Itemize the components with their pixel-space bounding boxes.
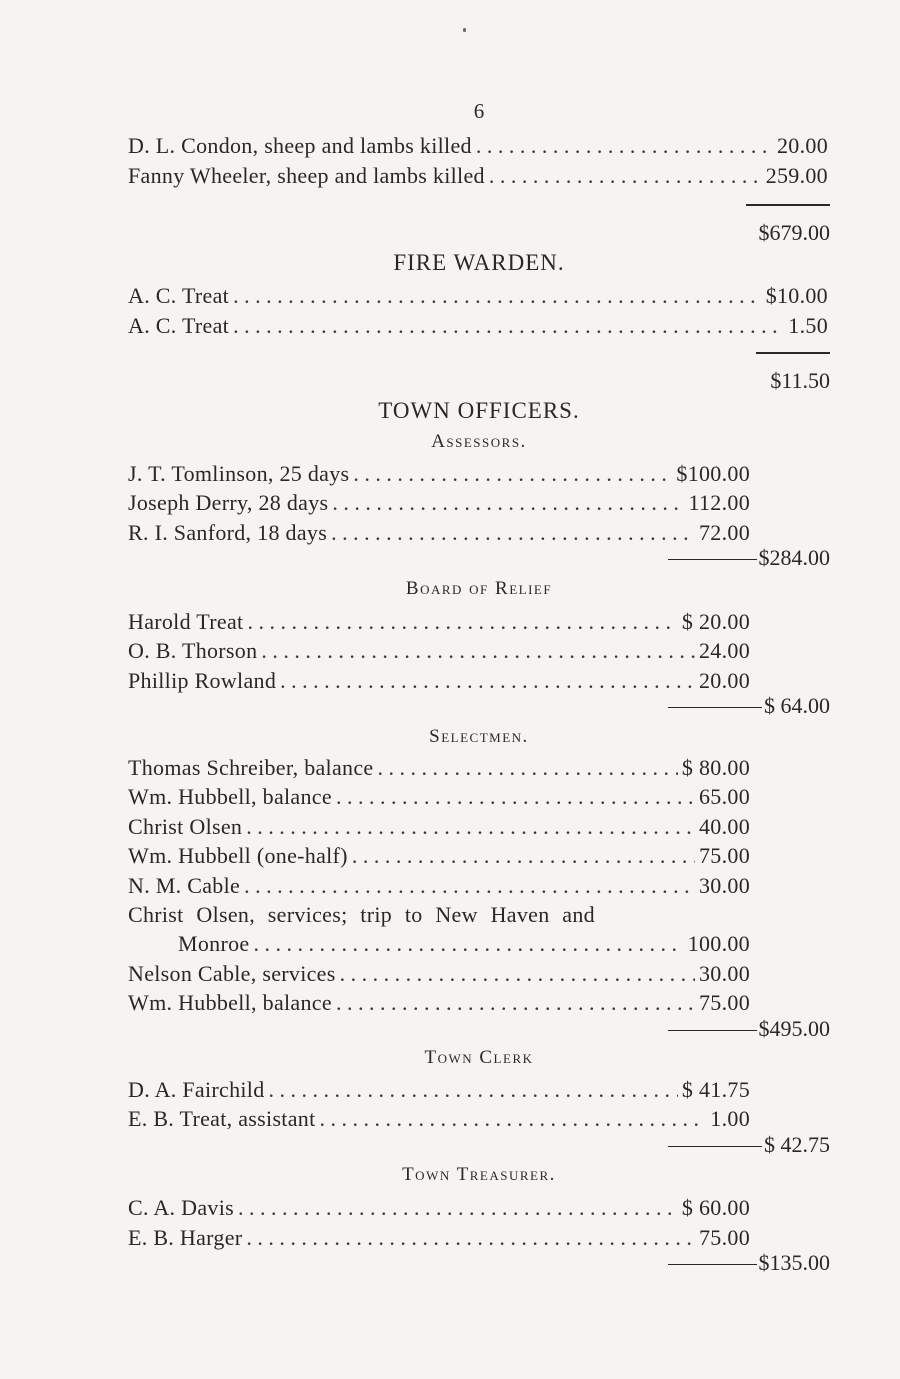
leader-dots: [340, 959, 695, 989]
ledger-row: Nelson Cable, services . . . 30.00: [128, 959, 750, 989]
leader-dots: [353, 459, 672, 489]
leader-dots: [377, 753, 677, 783]
town-treasurer-total: $135.00: [758, 1250, 830, 1275]
leader-dots: [336, 782, 695, 812]
ledger-row: Wm. Hubbell, balance . . . 65.00: [128, 782, 750, 812]
leader-dots: [233, 311, 784, 341]
ledger-row: Phillip Rowland . . . 20.00: [128, 666, 750, 696]
leader-dots: [233, 281, 762, 311]
selectmen-total: $495.00: [758, 1016, 830, 1041]
ledger-row: N. M. Cable . . . 30.00: [128, 871, 750, 901]
dash-rule: [668, 707, 762, 708]
town-treasurer-total-row: [668, 1250, 830, 1276]
section-heading-fire-warden: FIRE WARDEN.: [393, 250, 565, 275]
leader-dots: [247, 607, 677, 637]
dash-rule: [668, 1264, 757, 1265]
assessors-total-row: [668, 545, 830, 571]
ledger-row: R. I. Sanford, 18 days . . . 72.00: [128, 518, 750, 548]
leader-dots: [476, 131, 773, 161]
ledger-row: Thomas Schreiber, balance . . . $ 80.00: [128, 753, 750, 783]
ledger-row: D. A. Fairchild . . . $ 41.75: [128, 1075, 750, 1105]
leader-dots: [489, 161, 762, 191]
section-heading-town-officers: TOWN OFFICERS.: [378, 398, 580, 423]
ledger-row: J. T. Tomlinson, 25 days . . . $100.00: [128, 459, 750, 489]
ledger-row: C. A. Davis . . . $ 60.00: [128, 1193, 750, 1223]
leader-dots: [253, 929, 683, 959]
leader-dots: [244, 871, 695, 901]
subsection-heading-town-treasurer: Town Treasurer.: [402, 1164, 556, 1185]
ledger-row: O. B. Thorson . . . 24.00: [128, 636, 750, 666]
assessors-total: $284.00: [758, 545, 830, 570]
ledger-row: D. L. Condon, sheep and lambs killed . . . 20.00: [128, 131, 828, 161]
board-of-relief-total: $ 64.00: [764, 693, 830, 718]
subsection-heading-town-clerk: Town Clerk: [424, 1047, 534, 1068]
ledger-row: A. C. Treat . . . 1.50: [128, 311, 828, 341]
ledger-row: Wm. Hubbell, balance . . . 75.00: [128, 988, 750, 1018]
page-number: 6: [473, 99, 485, 123]
ledger-row: Christ Olsen . . . 40.00: [128, 812, 750, 842]
sum-rule: [746, 204, 830, 206]
subsection-heading-selectmen: Selectmen.: [429, 726, 529, 747]
dash-rule: [668, 1030, 757, 1031]
ledger-row: Fanny Wheeler, sheep and lambs killed . . . 259.00: [128, 161, 828, 191]
town-clerk-total-row: [668, 1132, 830, 1158]
ledger-row: Christ Olsen, services; trip to New Haven and: [128, 902, 595, 927]
ledger-row: A. C. Treat . . . $10.00: [128, 281, 828, 311]
sum-rule: [756, 352, 830, 354]
leader-dots: [320, 1104, 707, 1134]
dash-rule: [668, 559, 757, 560]
leader-dots: [280, 666, 695, 696]
leader-dots: [246, 812, 695, 842]
leader-dots: [246, 1223, 695, 1253]
ledger-row: E. B. Treat, assistant . . . 1.00: [128, 1104, 750, 1134]
ledger-row: Joseph Derry, 28 days . . . 112.00: [128, 488, 750, 518]
leader-dots: [336, 988, 695, 1018]
subsection-heading-board-of-relief: Board of Relief: [405, 578, 553, 599]
subsection-heading-assessors: Assessors.: [431, 431, 527, 452]
fire-warden-total: $11.50: [770, 368, 830, 393]
leader-dots: [352, 841, 695, 871]
board-of-relief-total-row: [668, 693, 830, 719]
leader-dots: [238, 1193, 678, 1223]
leader-dots: [269, 1075, 678, 1105]
dash-rule: [668, 1146, 762, 1147]
damages-total: $679.00: [758, 220, 830, 245]
town-clerk-total: $ 42.75: [764, 1132, 830, 1157]
ledger-row: E. B. Harger . . . 75.00: [128, 1223, 750, 1253]
print-speck: [463, 28, 466, 32]
leader-dots: [332, 488, 684, 518]
leader-dots: [261, 636, 695, 666]
ledger-row: Monroe . . . 100.00: [128, 929, 750, 959]
selectmen-total-row: [668, 1016, 830, 1042]
ledger-row: Wm. Hubbell (one-half) . . . 75.00: [128, 841, 750, 871]
leader-dots: [331, 518, 695, 548]
ledger-row: Harold Treat . . . $ 20.00: [128, 607, 750, 637]
